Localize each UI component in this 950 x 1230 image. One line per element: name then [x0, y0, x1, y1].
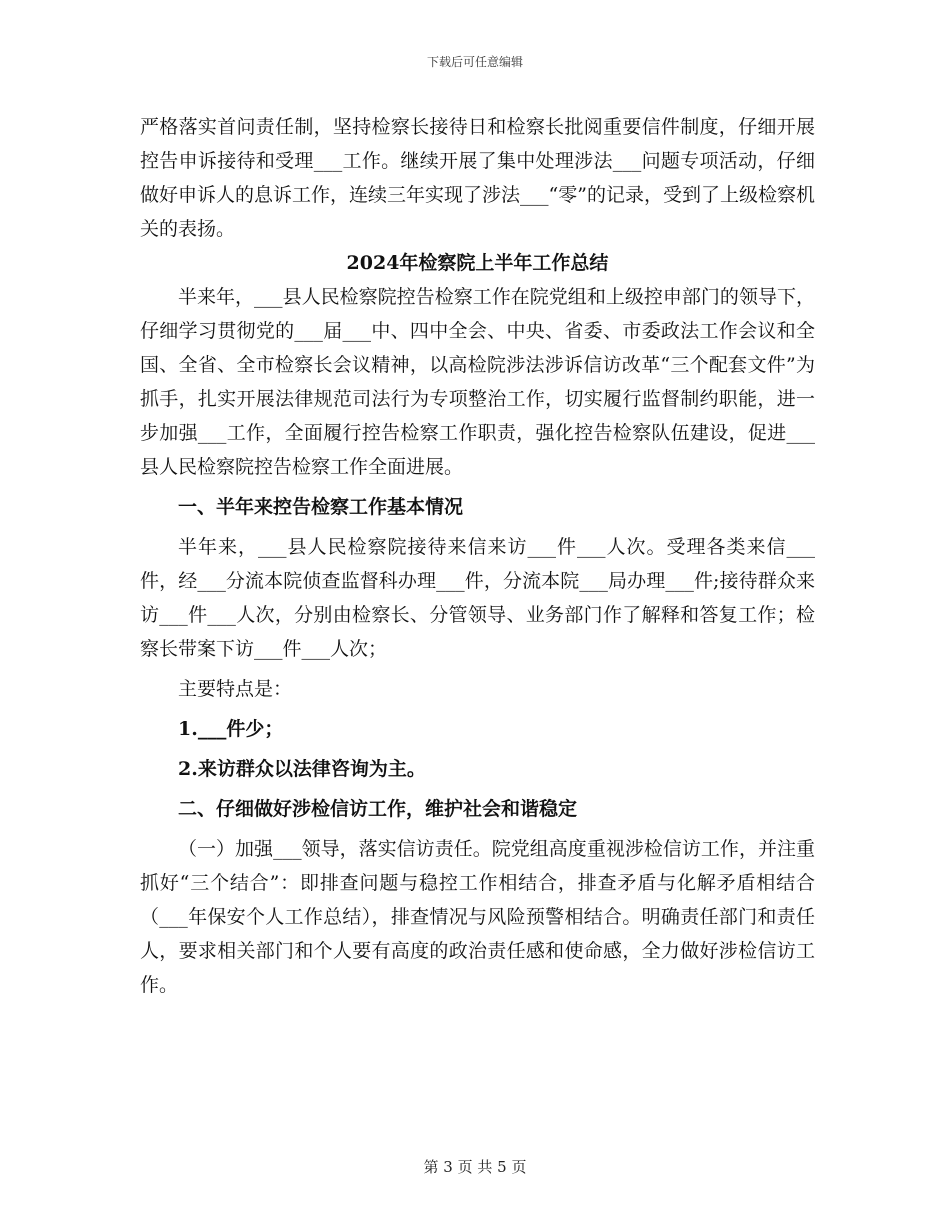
document-title: 2024年检察院上半年工作总结	[346, 252, 609, 274]
section-heading-2: 二、仔细做好涉检信访工作，维护社会和谐稳定	[178, 798, 578, 820]
paragraph-intro: 半来年，___县人民检察院控告检察工作在院党组和上级控申部门的领导下，仔细学习贯彻党的___届___中、四中全会、中央、省委、市委政法工作会议和全国、全省、全市检察长会议精神，以高检院涉法涉诉信访改革“三个配套文件”为抓手，扎实开展法律规范司法行为专项整治工作，切实履行监督制约职能，进一步加强___工作，全面履行控告检察工作职责，强化控告检察队伍建设，促进___县人民检察院控告检察工作全面进展。	[140, 286, 815, 478]
list-item-1: 1.___件少；	[178, 718, 284, 740]
paragraph-features-label: 主要特点是：	[178, 678, 293, 700]
list-item-2: 2.来访群众以法律咨询为主。	[178, 758, 426, 780]
document-body	[140, 110, 815, 1002]
section-heading-1: 一、半年来控告检察工作基本情况	[178, 496, 464, 518]
paragraph-situation: 半年来，___县人民检察院接待来信来访___件___人次。受理各类来信___件，经___分流本院侦查监督科办理___件，分流本院___局办理___件;接待群众来访___件___人次，分别由检察长、分管领导、业务部门作了解释和答复工作；检察长带案下访___件___人次；	[140, 536, 815, 660]
paragraph-continuation: 严格落实首问责任制，坚持检察长接待日和检察长批阅重要信件制度，仔细开展控告申诉接待和受理___工作。继续开展了集中处理涉法___问题专项活动，仔细做好申诉人的息诉工作，连续三年实现了涉法___“零”的记录，受到了上级检察机关的表扬。	[140, 116, 815, 240]
page-footer: 第 3 页 共 5 页	[423, 1158, 527, 1176]
paragraph-leadership: （一）加强___领导，落实信访责任。院党组高度重视涉检信访工作，并注重抓好“三个结合”：即排查问题与稳控工作相结合，排查矛盾与化解矛盾相结合（___年保安个人工作总结），排查情况与风险预警相结合。明确责任部门和责任人，要求相关部门和个人要有高度的政治责任感和使命感，全力做好涉检信访工作。	[140, 838, 815, 996]
page-header: 下载后可任意编辑	[426, 55, 523, 69]
